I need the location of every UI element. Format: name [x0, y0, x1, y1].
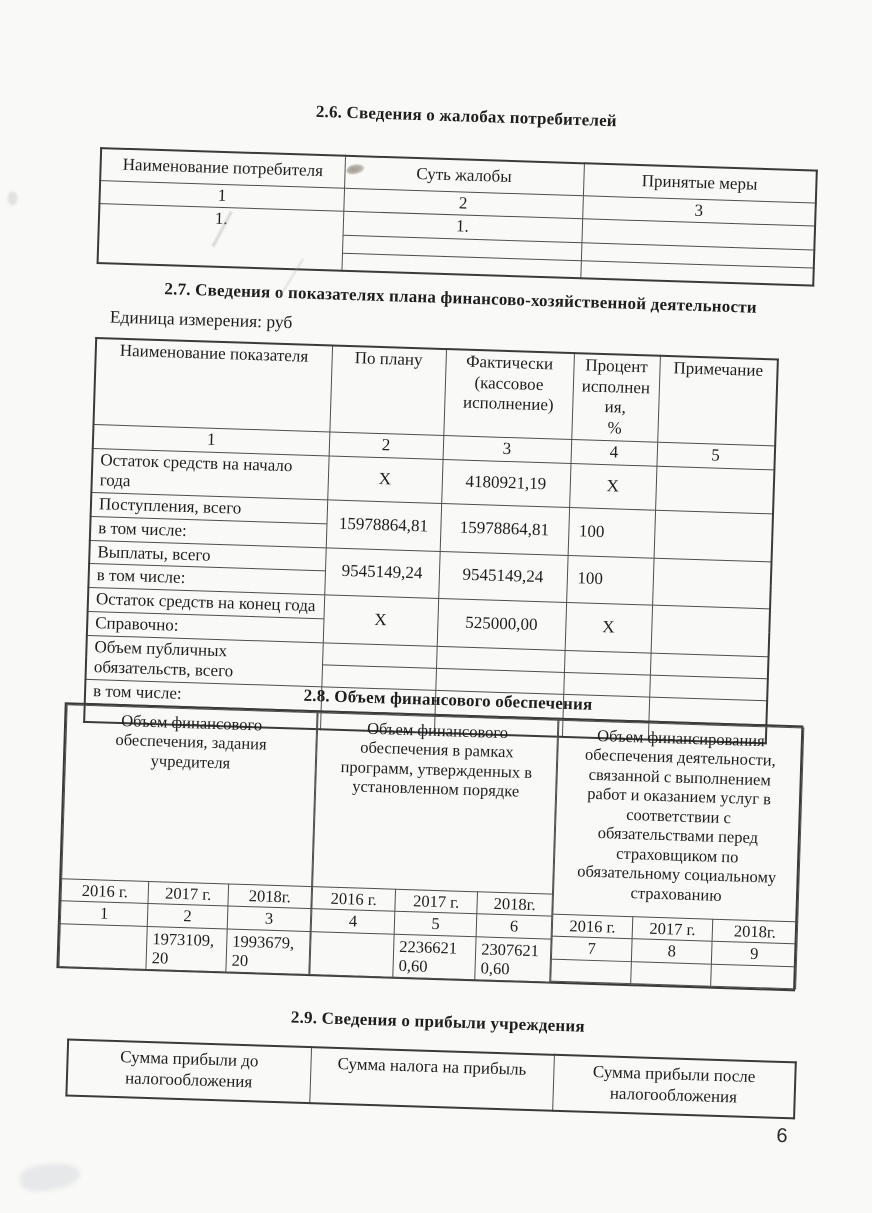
fs-g2-year-2016: 2016 г. [312, 887, 396, 912]
fp-row-income-sublabel: в том числе: [90, 516, 327, 547]
section-title-2-6: 2.6. Сведения о жалобах потребителей [315, 101, 618, 131]
fp-colnum-2: 2 [329, 432, 444, 459]
complaints-header-essence: Суть жалобы [344, 156, 584, 195]
financial-support-table [56, 702, 803, 991]
fs-g1-colnum-1: 1 [60, 901, 148, 926]
profit-header-after-tax: Сумма прибыли после налогообложения [552, 1055, 796, 1119]
profit-header-before-tax: Сумма прибыли до налогообложения [66, 1040, 311, 1104]
section-title-2-9: 2.9. Сведения о прибыли учреждения [290, 1007, 586, 1036]
fs-g3-year-2016: 2016 г. [552, 914, 633, 939]
fs-g1-year-2017: 2017 г. [148, 881, 229, 906]
section-title-2-8: 2.8. Объем финансового обеспечения [303, 685, 593, 714]
fs-group-social-insurance [550, 720, 804, 990]
fp-row-balance-end-fact: 525000,00 [437, 599, 566, 650]
empty-cell [654, 510, 773, 561]
fp-colnum-1: 1 [93, 424, 330, 455]
fs-g1-value-2018: 1993679, 20 [226, 929, 310, 975]
profit-table [65, 1038, 796, 1119]
fp-row-payments-label: Выплаты, всего [89, 540, 326, 571]
fp-row-payments-sublabel: в том числе: [88, 564, 325, 595]
fs-group-programs [309, 712, 558, 982]
scan-margin-mark [7, 191, 17, 205]
complaints-header-measures: Принятые меры [583, 163, 817, 202]
fp-header-note: Примечание [657, 356, 778, 446]
fp-header-fact: Фактически (кассовое исполнение) [443, 349, 574, 439]
complaints-header-consumer: Наименование потребителя [100, 148, 345, 188]
fp-row-balance-start-pct: X [569, 463, 656, 510]
fs-group-founder-task [58, 704, 317, 975]
fp-row-public-obligations-label: Объем публичных обязательств, всего [85, 635, 322, 687]
fp-row-balance-start-fact: 4180921,19 [441, 459, 570, 507]
fs-g3-value-2016 [551, 959, 632, 984]
page-number: 6 [776, 1124, 788, 1148]
fs-g1-value-2017: 1973109, 20 [146, 926, 227, 971]
fs-g3-colnum-8: 8 [631, 939, 712, 964]
fs-g1-year-2016: 2016 г. [61, 879, 149, 904]
complaints-table [97, 147, 818, 287]
fp-row-income-fact: 15978864,81 [440, 504, 569, 555]
fs-g3-year-2017: 2017 г. [632, 917, 713, 942]
fp-header-plan: По плану [329, 345, 446, 435]
fp-row-payments-fact: 9545149,24 [438, 551, 567, 602]
fs-g3-year-2018: 2018г. [712, 919, 798, 944]
fp-row-balance-end-pct: X [565, 603, 652, 653]
fs-g1-colnum-3: 3 [227, 906, 311, 931]
fs-g3-value-2018 [711, 964, 797, 989]
profit-header-tax: Сумма налога на прибыль [309, 1047, 554, 1111]
fs-g2-year-2017: 2017 г. [395, 889, 478, 914]
empty-cell [651, 605, 770, 656]
fs-g3-colnum-7: 7 [551, 937, 632, 962]
fp-colnum-5: 5 [656, 442, 775, 469]
fs-g1-colnum-2: 2 [147, 904, 228, 929]
fs-g3-value-2017 [631, 962, 712, 987]
fs-g2-colnum-6: 6 [476, 914, 552, 939]
fs-g2-year-2018: 2018г. [477, 892, 553, 917]
fs-group1-header: Объем финансового обеспечения, задания учредителя [62, 705, 317, 887]
section-title-2-7: 2.7. Сведения о показателях плана финансово-хозяйственной деятельности [164, 279, 758, 317]
unit-of-measure-label: Единица измерения: руб [109, 306, 293, 333]
fs-g2-value-2018: 2307621 0,60 [475, 937, 551, 982]
fs-g2-value-2017: 2236621 0,60 [393, 934, 476, 979]
fp-row-payments-plan: 9545149,24 [324, 547, 439, 598]
complaints-complaint-cell: 1. [343, 211, 583, 242]
fp-row-payments-pct: 100 [566, 555, 653, 605]
fs-group3-header: Объем финансирования обеспечения деятельности, связанной с выполнением работ и оказанием услуг в соответствии с обязательствами перед страховщиком по обязательному социальному страхованию [553, 720, 804, 922]
fp-row-including-label: в том числе: [85, 679, 322, 710]
empty-cell [652, 558, 771, 609]
fp-colnum-3: 3 [443, 435, 572, 463]
fp-row-balance-end-plan: X [323, 595, 438, 646]
empty-cell [655, 466, 774, 514]
complaints-colnum-2: 2 [343, 188, 583, 219]
fp-row-balance-start-plan: X [327, 456, 442, 504]
fp-row-balance-end-label: Остаток средств на конец года [88, 588, 325, 619]
fs-g2-colnum-5: 5 [394, 912, 477, 937]
complaints-consumer-cell: 1. [98, 204, 344, 271]
fs-g1-year-2018: 2018г. [228, 884, 312, 909]
fp-row-income-pct: 100 [568, 508, 655, 558]
fp-row-income-plan: 15978864,81 [326, 500, 441, 551]
fp-colnum-4: 4 [571, 439, 658, 465]
fp-row-income-label: Поступления, всего [91, 493, 328, 524]
complaints-colnum-1: 1 [99, 180, 344, 211]
complaints-colnum-3: 3 [582, 195, 816, 226]
fp-row-balance-start-label: Остаток средств на начало года [91, 448, 328, 500]
fs-g2-colnum-4: 4 [311, 909, 395, 934]
fp-header-indicator: Наименование показателя [93, 338, 332, 432]
empty-cell [564, 650, 651, 675]
fp-header-percent: Процент исполнен ия, % [571, 353, 660, 442]
fp-row-spravochno-label: Справочно: [87, 611, 324, 642]
fs-g3-colnum-9: 9 [711, 942, 797, 967]
fs-group2-header: Объем финансового обеспечения в рамках программ, утвержденных в установленном порядке [313, 713, 558, 894]
fs-g1-value-2016 [59, 924, 147, 970]
fs-g2-value-2016 [310, 932, 394, 978]
